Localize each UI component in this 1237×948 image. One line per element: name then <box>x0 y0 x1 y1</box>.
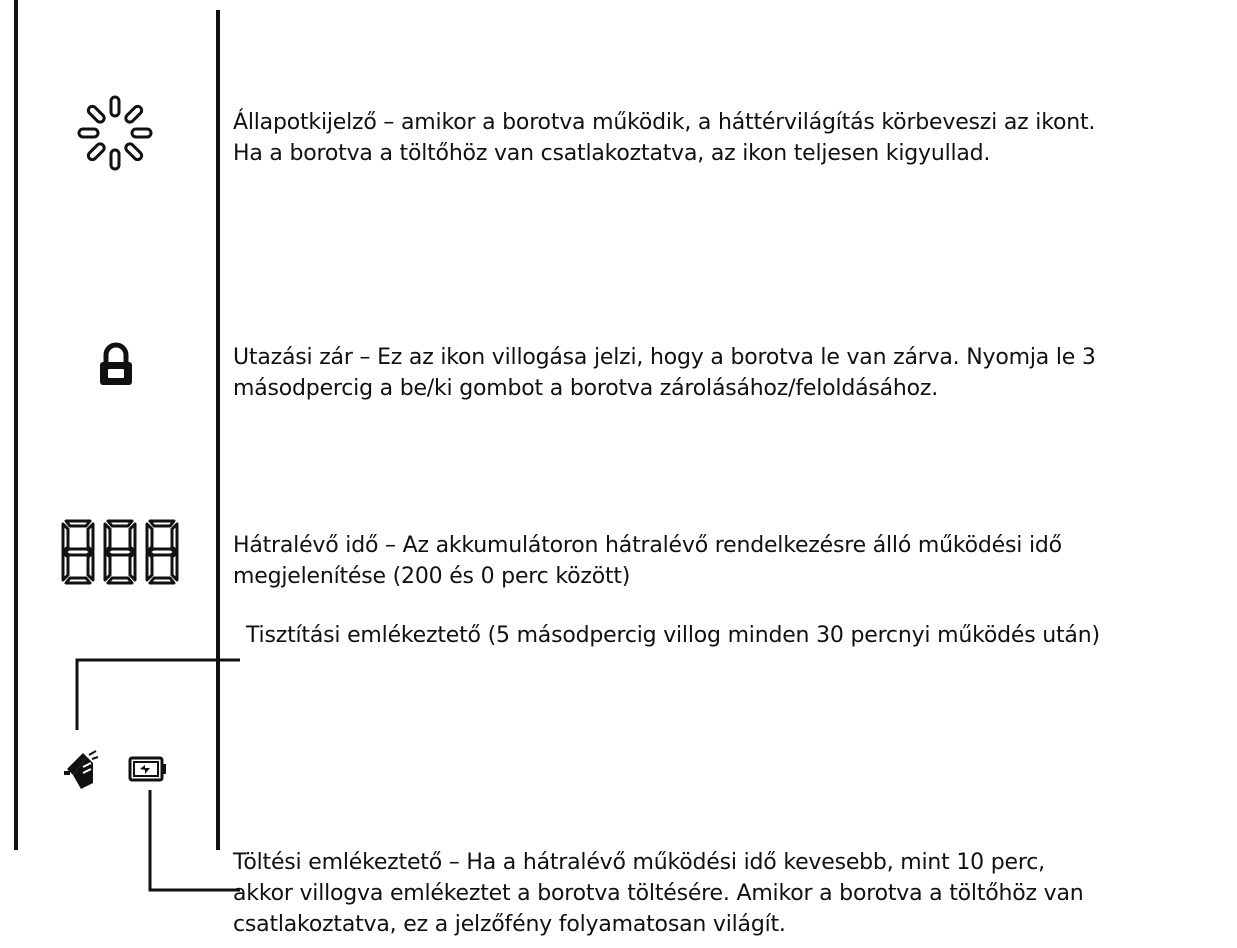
status-indicator-line-2: Ha a borotva a töltőhöz van csatlakoztatva, az ikon teljesen kigyullad. <box>233 141 991 166</box>
remaining-time-line-1: Hátralévő idő – Az akkumulátoron hátralévő rendelkezésre álló működési idő <box>233 533 1062 558</box>
charging-reminder-description <box>233 847 1084 940</box>
cleaning-reminder-line-1: Tisztítási emlékeztető (5 másodpercig villog minden 30 percnyi működés után) <box>246 623 1100 648</box>
remaining-time-description <box>233 530 1062 592</box>
remaining-time-line-2: megjelenítése (200 és 0 perc között) <box>233 564 631 589</box>
cleaning-reminder-description <box>246 620 1100 651</box>
travel-lock-description <box>233 342 1096 404</box>
status-indicator-line-1: Állapotkijelző – amikor a borotva működik, a háttérvilágítás körbeveszi az ikont. <box>233 110 1096 135</box>
charging-reminder-line-1: Töltési emlékeztető – Ha a hátralévő működési idő kevesebb, mint 10 perc, <box>233 850 1045 875</box>
charging-reminder-line-3: csatlakoztatva, ez a jelzőfény folyamatosan világít. <box>233 912 786 937</box>
travel-lock-line-1: Utazási zár – Ez az ikon villogása jelzi, hogy a borotva le van zárva. Nyomja le 3 <box>233 345 1096 370</box>
charging-reminder-line-2: akkor villogva emlékeztet a borotva töltésére. Amikor a borotva a töltőhöz van <box>233 881 1084 906</box>
travel-lock-line-2: másodpercig a be/ki gombot a borotva zárolásához/feloldásához. <box>233 376 939 401</box>
status-indicator-description <box>233 107 1095 169</box>
